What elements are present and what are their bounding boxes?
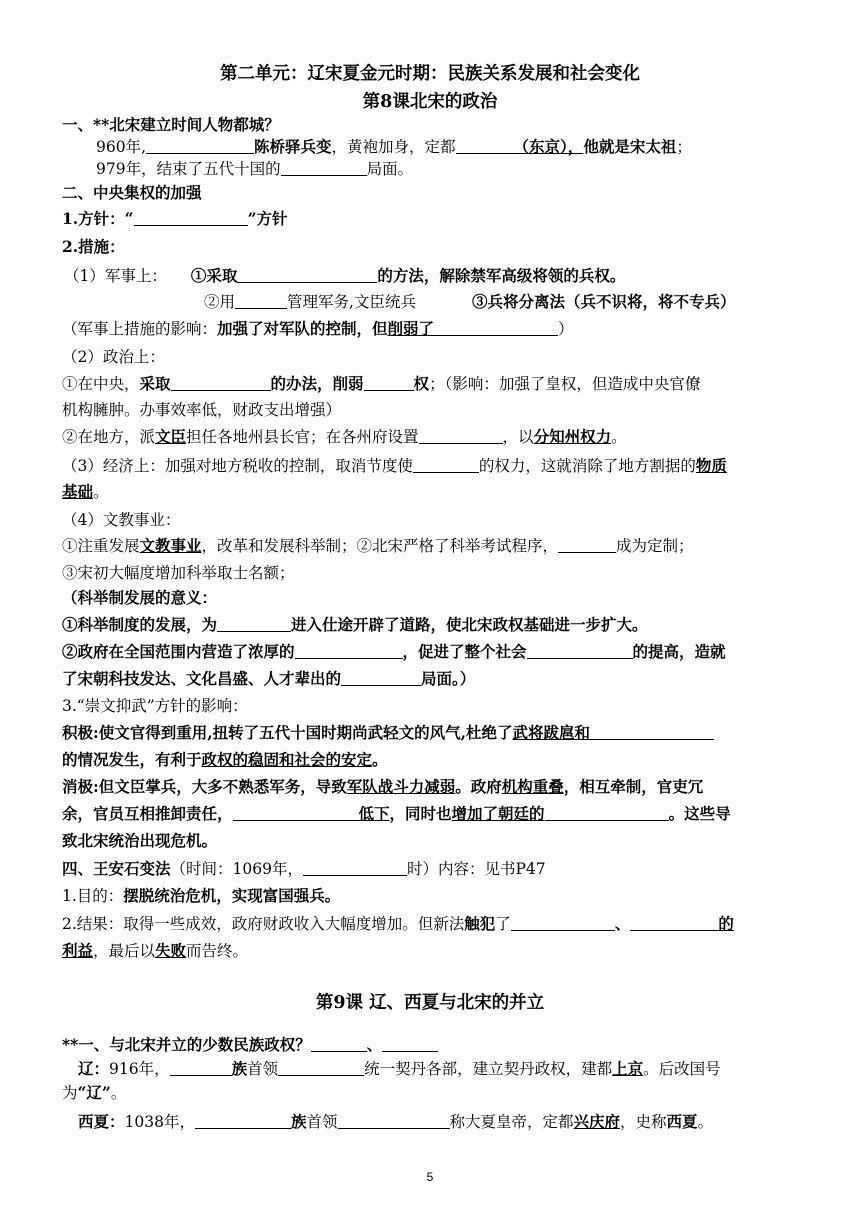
- political-line3: ②在地方，派文臣担任各地州县长官；在各州府设置 ，以分知州权力。: [62, 427, 627, 446]
- liao-line1: 辽：916年， 族首领 统一契丹各部，建立契丹政权，建都上京。后改国号: [78, 1059, 721, 1078]
- negative-line3: 致北宋统治出现危机。: [62, 831, 218, 850]
- s2-policy: 1.方针：“ ”方针: [62, 209, 288, 228]
- economic-line2: 基础。: [62, 482, 109, 501]
- s1-line2: 979年，结束了五代十国的 局面。: [96, 160, 414, 178]
- blank[interactable]: [146, 137, 254, 154]
- blank[interactable]: [295, 642, 403, 659]
- s1-line1: 960年, 陈桥驿兵变，黄袍加身，定都 （东京），他就是宋太祖；: [96, 137, 692, 156]
- political-line1: ①在中央，采取 的办法，削弱 权；（影响：加强了皇权，但造成中央官僚: [62, 374, 701, 393]
- blank[interactable]: [233, 804, 359, 821]
- blank[interactable]: [303, 859, 407, 876]
- political-heading: （2）政治上：: [62, 348, 165, 366]
- blank[interactable]: [338, 1112, 450, 1129]
- section4-heading: 四、王安石变法（时间：1069年， 时）内容：见书P47: [62, 859, 546, 878]
- blank[interactable]: [456, 137, 514, 154]
- negative-line1: 消极:但文臣掌兵，大多不熟悉军务，导致军队战斗力减弱。政府机构重叠，相互牵制，官吏冗: [62, 777, 704, 796]
- education-line1: ①注重发展文教事业，改革和发展科举制；②北宋严格了科举考试程序， 成为定制；: [62, 536, 694, 555]
- xixia-line: 西夏：1038年， 族首领 称大夏皇帝，定都兴庆府，史称西夏。: [78, 1112, 714, 1131]
- blank[interactable]: [171, 374, 271, 391]
- reform-result-line1: 2.结果：取得一些成效，政府财政收入大幅度增加。但新法触犯了 、 的: [62, 914, 734, 933]
- blank[interactable]: [237, 266, 377, 283]
- blank[interactable]: [419, 427, 503, 444]
- s2-measures: 2.措施：: [62, 237, 125, 256]
- lesson9-question: **一、与北宋并立的少数民族政权？ 、: [62, 1034, 438, 1056]
- negative-line2: 余，官员互相推卸责任， 低下，同时也增加了朝廷的 。这些导: [62, 804, 731, 823]
- blank[interactable]: [278, 1059, 364, 1076]
- blank[interactable]: [382, 1035, 438, 1052]
- lesson9-title: 第9课 辽、西夏与北宋的并立: [315, 993, 545, 1013]
- blank[interactable]: [195, 1112, 291, 1129]
- blank[interactable]: [217, 615, 291, 632]
- education-heading: （4）文教事业：: [62, 511, 181, 529]
- military-line2: ②用 管理军务,文臣统兵 ③兵将分离法（兵不识将，将不专兵）: [204, 292, 736, 311]
- political-line2: 机构臃肿。办事效率低，财政支出增强）: [62, 401, 342, 419]
- blank[interactable]: [364, 374, 414, 391]
- education-line2: ③宋初大幅度增加科举取士名额；: [62, 564, 295, 582]
- unit-title: 第二单元：辽宋夏金元时期：民族关系发展和社会变化: [220, 64, 640, 84]
- lesson8-title: 第8课北宋的政治: [362, 92, 498, 112]
- blank[interactable]: [527, 642, 633, 659]
- significance-line1: ①科举制度的发展，为 进入仕途开辟了道路，使北宋政权基础进一步扩大。: [62, 615, 648, 634]
- positive-line1: 积极:使文官得到重用,扭转了五代十国时期尚武轻文的风气,杜绝了武将跋扈和: [62, 722, 714, 744]
- blank[interactable]: [511, 914, 615, 931]
- blank[interactable]: [170, 1059, 232, 1076]
- significance-line2: ②政府在全国范围内营造了浓厚的 ，促进了整个社会 的提高，造就: [62, 642, 726, 661]
- blank[interactable]: [134, 209, 248, 226]
- blank[interactable]: [434, 319, 558, 336]
- blank[interactable]: [630, 914, 718, 931]
- reform-result-line2: 利益，最后以失败而告终。: [62, 941, 249, 960]
- section2-heading: 二、中央集权的加强: [62, 183, 202, 202]
- blank[interactable]: [281, 159, 367, 176]
- section3-heading: 3.“崇文抑武”方针的影响：: [62, 697, 248, 715]
- liao-line2: 为“辽”。: [62, 1083, 127, 1102]
- positive-line2: 的情况发生，有利于政权的稳固和社会的安定。: [62, 750, 388, 769]
- military-line1: （1）军事上： ①采取 的方法，解除禁军高级将领的兵权。: [64, 266, 626, 285]
- section1-heading: 一、**北宋建立时间人物都城？: [62, 115, 280, 134]
- blank[interactable]: [590, 723, 714, 740]
- blank[interactable]: [545, 804, 669, 821]
- blank[interactable]: [311, 1035, 367, 1052]
- blank[interactable]: [341, 669, 421, 686]
- military-effect: （军事上措施的影响：加强了对军队的控制，但削弱了 ）: [62, 319, 574, 338]
- blank[interactable]: [558, 536, 616, 553]
- significance-line3: 了宋朝科技发达、文化昌盛、人才辈出的 局面。）: [62, 669, 476, 688]
- page-number: 5: [426, 1170, 434, 1184]
- blank[interactable]: [413, 456, 479, 473]
- economic-line1: （3）经济上：加强对地方税收的控制，取消节度使 的权力，这就消除了地方割据的物质: [62, 456, 727, 475]
- blank[interactable]: [235, 292, 287, 309]
- significance-heading: （科举制发展的意义：: [62, 588, 218, 607]
- reform-goal: 1.目的：摆脱统治危机，实现富国强兵。: [62, 886, 341, 905]
